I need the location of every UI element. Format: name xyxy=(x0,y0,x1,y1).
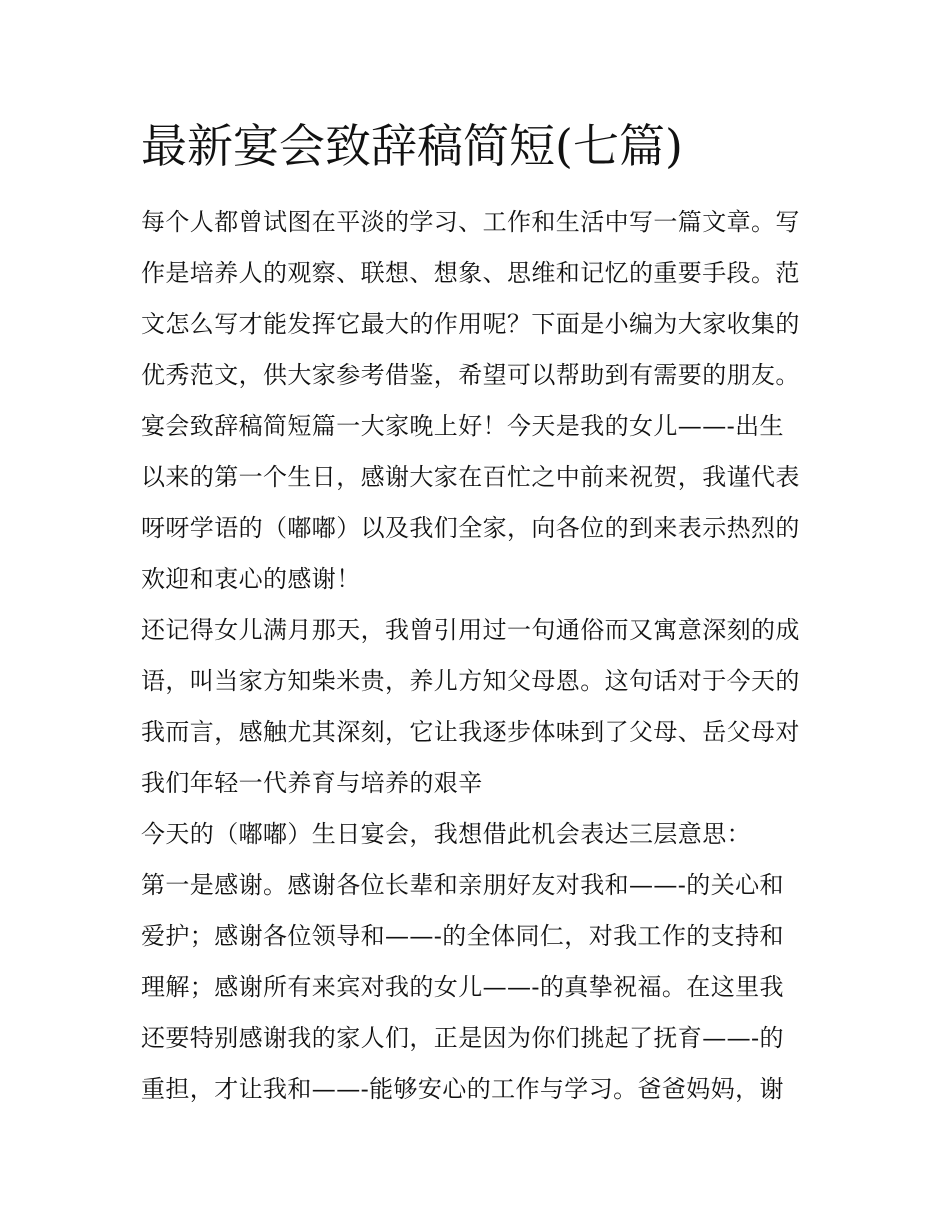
text-line: 以来的第一个生日，感谢大家在百忙之中前来祝贺，我谨代表 xyxy=(141,463,800,491)
document-title: 最新宴会致辞稿简短(七篇) xyxy=(141,119,683,173)
text-line: 欢迎和衷心的感谢！ xyxy=(141,565,361,593)
text-line: 我们年轻一代养育与培养的艰辛 xyxy=(141,769,483,797)
text-line: 第一是感谢。感谢各位长辈和亲朋好友对我和——-的关心和 xyxy=(141,871,784,899)
text-line: 优秀范文，供大家参考借鉴，希望可以帮助到有需要的朋友。 xyxy=(141,361,800,389)
text-line: 语，叫当家方知柴米贵，养儿方知父母恩。这句话对于今天的 xyxy=(141,667,800,695)
text-line: 每个人都曾试图在平淡的学习、工作和生活中写一篇文章。写 xyxy=(141,208,800,236)
text-line: 宴会致辞稿简短篇一大家晚上好！今天是我的女儿——-出生 xyxy=(141,412,784,440)
text-line: 重担，才让我和——-能够安心的工作与学习。爸爸妈妈，谢 xyxy=(141,1075,784,1103)
document-body xyxy=(141,197,813,1115)
text-line: 我而言，感触尤其深刻，它让我逐步体味到了父母、岳父母对 xyxy=(141,718,800,746)
text-line: 文怎么写才能发挥它最大的作用呢？下面是小编为大家收集的 xyxy=(141,310,800,338)
text-line: 理解；感谢所有来宾对我的女儿——-的真挚祝福。在这里我 xyxy=(141,973,784,1001)
text-line: 今天的（嘟嘟）生日宴会，我想借此机会表达三层意思： xyxy=(141,820,751,848)
text-line: 爱护；感谢各位领导和——-的全体同仁，对我工作的支持和 xyxy=(141,922,784,950)
text-line: 还记得女儿满月那天，我曾引用过一句通俗而又寓意深刻的成 xyxy=(141,616,800,644)
text-line: 呀呀学语的（嘟嘟）以及我们全家，向各位的到来表示热烈的 xyxy=(141,514,800,542)
text-line: 还要特别感谢我的家人们，正是因为你们挑起了抚育——-的 xyxy=(141,1024,784,1052)
text-line: 作是培养人的观察、联想、想象、思维和记忆的重要手段。范 xyxy=(141,259,800,287)
